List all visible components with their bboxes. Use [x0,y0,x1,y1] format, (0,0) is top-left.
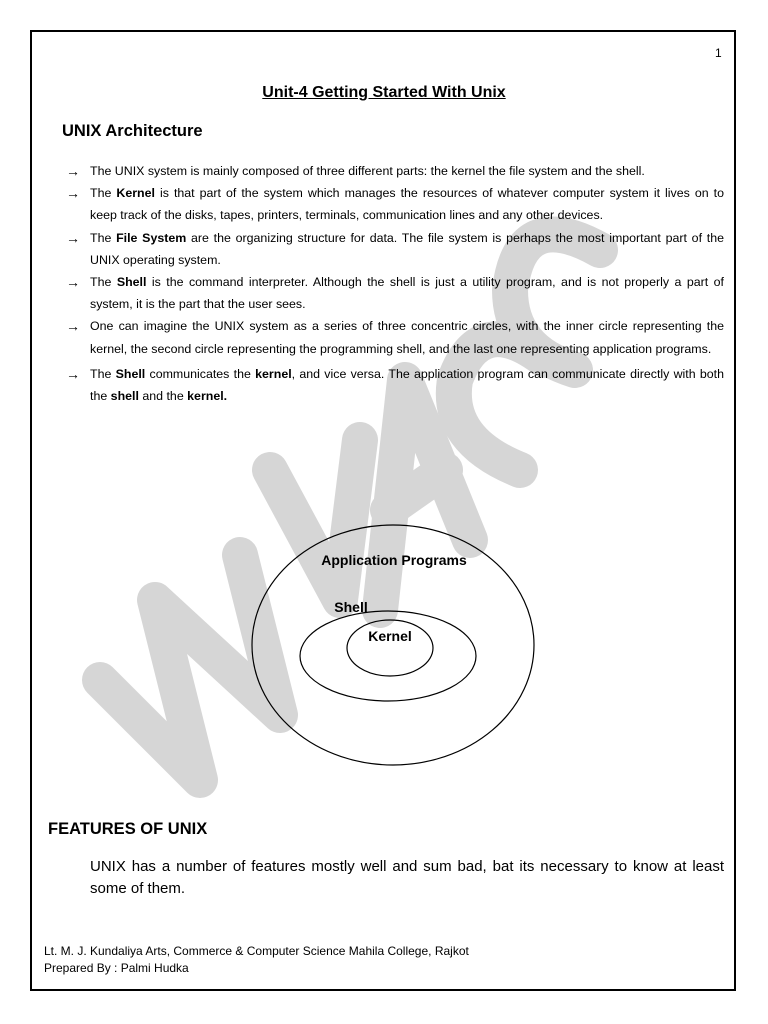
features-paragraph: UNIX has a number of features mostly well and sum bad, bat its necessary to know at least some of them. [90,858,724,897]
bullet-text: The UNIX system is mainly composed of three different parts: the kernel the file system and the shell. [90,164,645,178]
arrow-icon: → [66,229,80,246]
label-application-programs: Application Programs [321,552,467,568]
arrow-icon: → [66,365,80,382]
label-shell: Shell [334,599,368,615]
middle-circle [300,611,476,701]
footer-author: Prepared By : Palmi Hudka [44,961,189,975]
bullet-text: communicates the [145,366,256,381]
bullet-text: is that part of the system which manages the resources of whatever computer system it lives on to keep track of the disks, tapes, printers, terminals, communication lines and any other devices. [90,186,724,223]
arrow-icon: → [66,185,80,202]
bold-term: Shell [116,275,147,290]
bullet-text: The [90,186,117,201]
arrow-icon: → [66,274,80,291]
document-title: Unit-4 Getting Started With Unix [262,84,506,101]
bullet-text: One can imagine the UNIX system as a series of three concentric circles, with the inner circle representing the kernel, the second circle representing the programming shell, and the last one representing application programs. [90,319,724,356]
bold-term: File System [116,230,187,245]
label-kernel: Kernel [368,628,412,644]
bold-term: Shell [115,366,146,381]
page-number: 1 [715,46,722,60]
footer-college: Lt. M. J. Kundaliya Arts, Commerce & Computer Science Mahila College, Rajkot [44,944,469,958]
section-heading-features: FEATURES OF UNIX [48,820,208,838]
bullet-text: The [90,366,116,381]
bullet-text: is the command interpreter. Although the shell is just a utility program, and is not properly a part of system, it is the part that the user sees. [90,275,724,312]
arrow-icon: → [66,163,80,179]
bold-term: Kernel [116,186,155,201]
section-heading-unix-architecture: UNIX Architecture [62,122,203,140]
arrow-icon: → [66,318,80,335]
bold-term: kernel [255,366,292,381]
footer [44,943,469,977]
bullet-text: are the organizing structure for data. The file system is perhaps the most important part of the UNIX operating system. [90,230,724,267]
bullet-text: and the [138,389,188,404]
bullet-text: The [90,230,117,245]
bullet-text: The [90,275,117,290]
bold-term: kernel. [187,389,228,404]
bold-term: shell [110,389,139,404]
bullet-text: , and vice versa. The application program can communicate directly with both the [90,366,725,404]
